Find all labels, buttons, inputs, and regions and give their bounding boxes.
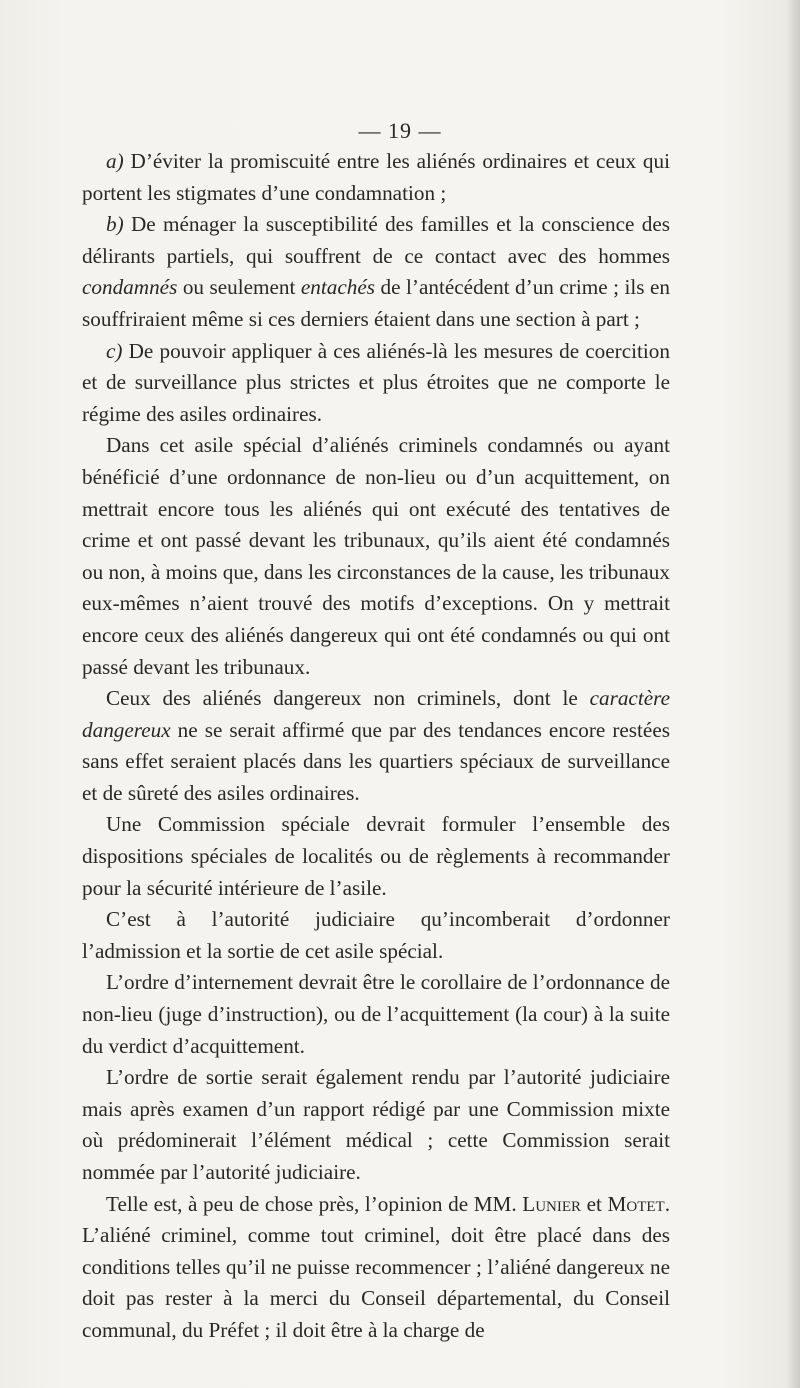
- paragraph-opinion: [82, 1189, 670, 1347]
- paragraph-ordre-sortie: L’ordre de sortie serait également rendu par l’autorité judiciaire mais après examen d’un rapport rédigé par une Commission mixte où prédominerait l’élément médical ; cette Commission serait nommée par l’autorité judiciaire.: [82, 1065, 670, 1184]
- paragraph-commission: Une Commission spéciale devrait formuler l’ensemble des dispositions spéciales de localités ou de règlements à recommander pour la sécurité intérieure de l’asile.: [82, 812, 670, 900]
- paragraph-a-text: D’éviter la promiscuité entre les aliénés ordinaires et ceux qui portent les stigmates d’une condamnation ;: [82, 149, 670, 205]
- paragraph-5-text-2: ne se serait affirmé que par des tendances encore restées sans effet seraient placés dans les quartiers spéciaux de surveillance et de sûreté des asiles ordinaires.: [82, 717, 670, 805]
- paragraph-ordre-internement: L’ordre d’internement devrait être le corollaire de l’ordonnance de non-lieu (juge d’instruction), ou de l’acquittement (la cour) à la suite du verdict d’acquittement.: [82, 970, 670, 1058]
- paragraph-a: [82, 146, 670, 209]
- page-edge-shadow: [786, 0, 800, 1388]
- paragraph-asile-special: Dans cet asile spécial d’aliénés criminels condamnés ou ayant bénéficié d’une ordonnance de non-lieu ou d’un acquittement, on mettrait encore tous les aliénés qui ont exécuté des tentatives de crime et ont passé devant les tribunaux, qu’ils aient été condamnés ou non, à moins que, dans les circonstances de la cause, les tribunaux eux-mêmes n’aient trouvé des motifs d’exceptions. On y mettrait encore ceux des aliénés dangereux qui ont été condamnés ou qui ont passé devant les tribunaux.: [82, 433, 670, 679]
- paragraph-alienes-dangereux: [82, 683, 670, 809]
- item-label-b: b): [106, 212, 124, 237]
- paragraph-b: [82, 209, 670, 335]
- paragraph-5-text-1: Ceux des aliénés dangereux non criminels, dont le: [106, 686, 590, 711]
- body-text: [82, 146, 670, 1347]
- paragraph-c-text: De pouvoir appliquer à ces aliénés-là les mesures de coercition et de surveillance plus strictes et plus étroites que ne comporte le régime des asiles ordinaires.: [82, 338, 670, 426]
- italic-entaches: entachés: [300, 275, 376, 300]
- author-motet: Motet: [607, 1191, 665, 1216]
- italic-caractere-dangereux: caractère dangereux: [82, 686, 670, 742]
- paragraph-10-text-1: Telle est, à peu de chose près, l’opinion de MM.: [106, 1191, 523, 1216]
- author-lunier: Lunier: [522, 1191, 582, 1216]
- paragraph-c: [82, 336, 670, 431]
- paragraph-10-text-2: et: [581, 1191, 608, 1216]
- italic-condamnes: condamnés: [82, 275, 178, 300]
- paragraph-b-text-2: ou seulement: [177, 275, 301, 300]
- paragraph-autorite-judiciaire: C’est à l’autorité judiciaire qu’incomberait d’ordonner l’admission et la sortie de cet asile spécial.: [82, 907, 670, 963]
- paragraph-10-text-3: . L’aliéné criminel, comme tout criminel, doit être placé dans des conditions telles qu’il ne puisse recommencer ; l’aliéné dangereux ne doit pas rester à la merci du Conseil départemental, du Conseil communal, du Préfet ; il doit être à la charge de: [82, 1191, 670, 1342]
- item-label-a: a): [106, 149, 124, 173]
- page-number: — 19 —: [358, 118, 442, 143]
- paragraph-b-text-3: de l’antécédent d’un crime ; ils en souffriraient même si ces derniers étaient dans une section à part ;: [82, 275, 670, 331]
- paragraph-b-text-1: De ménager la susceptibilité des familles et la conscience des délirants partiels, qui souffrent de ce contact avec des hommes: [82, 212, 670, 268]
- item-label-c: c): [106, 338, 123, 363]
